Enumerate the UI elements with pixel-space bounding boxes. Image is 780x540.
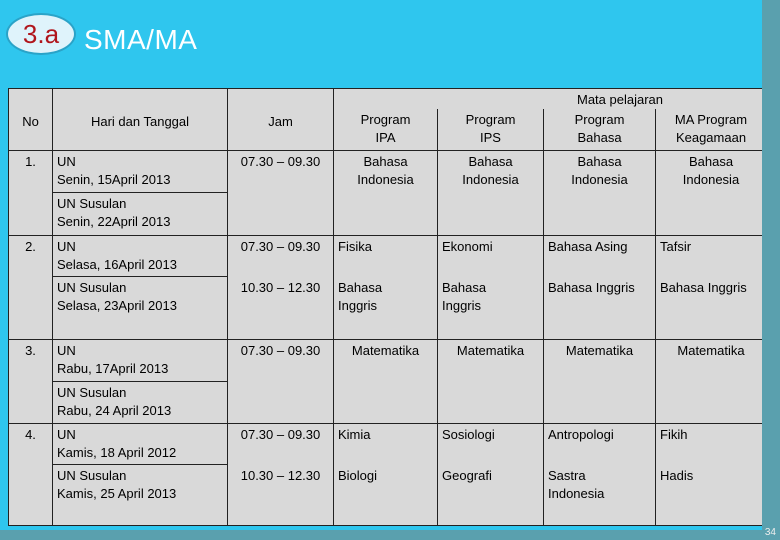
row4-keagamaan-2: Hadis: [656, 465, 767, 526]
row1-bahasa-l1: Bahasa: [577, 153, 622, 169]
row2-day-makeup-label: UN Susulan: [57, 280, 127, 296]
header-program-ipa: [334, 109, 438, 150]
page-number: 34: [764, 527, 776, 538]
row2-ips-2: [438, 277, 544, 340]
row1-subject-keagamaan: [656, 150, 767, 235]
program-ips-line2: IPS: [480, 130, 501, 146]
row1-day-makeup-date: Senin, 22April 2013: [57, 214, 171, 230]
program-bahasa-line2: Bahasa: [577, 130, 622, 146]
row3-subject-ips: Matematika: [438, 339, 544, 423]
row2-ipa-1: Fisika: [334, 235, 438, 276]
row2-ips-2-l1: Bahasa: [442, 279, 487, 295]
row1-no: 1.: [9, 150, 53, 235]
row1-ips-l1: Bahasa: [468, 153, 513, 169]
row3-no: 3.: [9, 339, 53, 423]
row2-ipa-2-l2: Inggris: [338, 297, 378, 313]
program-ips-line1: Program: [465, 112, 516, 128]
header-time: Jam: [228, 89, 334, 151]
row4-day-main-date: Kamis, 18 April 2012: [57, 444, 177, 460]
row1-bahasa-l2: Indonesia: [571, 171, 628, 187]
header-program-ips: [438, 109, 544, 150]
row4-bahasa-2-l1: Sastra: [548, 467, 586, 483]
row1-ipa-l2: Indonesia: [357, 171, 414, 187]
header-day: Hari dan Tanggal: [53, 89, 228, 151]
row4-day-main: [53, 423, 228, 464]
row2-ips-2-l2: Inggris: [442, 297, 482, 313]
exam-schedule-table: [8, 88, 767, 526]
row1-subject-bahasa: [544, 150, 656, 235]
row4-keagamaan-1: Fikih: [656, 423, 767, 464]
row4-day-makeup-label: UN Susulan: [57, 468, 127, 484]
row3-subject-ipa: Matematika: [334, 339, 438, 423]
row2-keagamaan-1: Tafsir: [656, 235, 767, 276]
slide-frame-bottom: [0, 530, 780, 540]
row1-subject-ips: [438, 150, 544, 235]
row2-day-main-label: UN: [57, 238, 76, 254]
row3-time: 07.30 – 09.30: [228, 339, 334, 423]
row1-keagamaan-l2: Indonesia: [682, 171, 740, 187]
row4-ips-2: Geografi: [438, 465, 544, 526]
row1-day-main-label: UN: [57, 153, 76, 169]
row1-subject-ipa: [334, 150, 438, 235]
row4-bahasa-1: Antropologi: [544, 423, 656, 464]
row4-day-main-label: UN: [57, 426, 76, 442]
row1-keagamaan-l1: Bahasa: [688, 153, 734, 169]
row2-day-makeup-date: Selasa, 23April 2013: [57, 298, 177, 314]
row3-day-makeup-label: UN Susulan: [57, 385, 127, 401]
row4-no: 4.: [9, 423, 53, 525]
row2-ipa-2-l1: Bahasa: [338, 279, 383, 295]
row2-keagamaan-2: Bahasa Inggris: [656, 277, 767, 340]
row3-subject-bahasa: Matematika: [544, 339, 656, 423]
row2-day-main-date: Selasa, 16April 2013: [57, 256, 177, 272]
section-badge: 3.a: [6, 13, 76, 55]
header-program-keagamaan: [656, 109, 767, 150]
row4-day-makeup: [53, 465, 228, 526]
header-subject-group: Mata pelajaran: [334, 89, 767, 110]
row3-day-main-date: Rabu, 17April 2013: [57, 360, 169, 376]
row2-bahasa-1: Bahasa Asing: [544, 235, 656, 276]
slide-title: SMA/MA: [84, 24, 198, 55]
row1-day-main-date: Senin, 15April 2013: [57, 171, 171, 187]
row1-ips-l2: Indonesia: [462, 171, 519, 187]
row4-bahasa-2-l2: Indonesia: [548, 485, 605, 501]
program-keagamaan-line2: Keagamaan: [675, 130, 747, 146]
row2-day-makeup: [53, 277, 228, 340]
row3-day-makeup: [53, 382, 228, 423]
row1-day-main: [53, 150, 228, 192]
header-no: No: [9, 89, 53, 151]
row4-time1: 07.30 – 09.30: [228, 423, 334, 464]
row2-ips-1: Ekonomi: [438, 235, 544, 276]
program-keagamaan-line1: MA Program: [674, 112, 748, 128]
row1-time: 07.30 – 09.30: [228, 150, 334, 235]
program-bahasa-line1: Program: [574, 112, 625, 128]
row3-subject-keagamaan: Matematika: [656, 339, 767, 423]
row1-ipa-l1: Bahasa: [363, 153, 408, 169]
row3-day-main-label: UN: [57, 342, 76, 358]
header-program-bahasa: [544, 109, 656, 150]
slide-frame-right: [762, 0, 780, 540]
row1-day-makeup: [53, 193, 228, 235]
row2-ipa-2: [334, 277, 438, 340]
row2-time2: 10.30 – 12.30: [228, 277, 334, 340]
row1-day-makeup-label: UN Susulan: [57, 196, 127, 212]
row3-day-main: [53, 339, 228, 381]
row2-bahasa-2: Bahasa Inggris: [544, 277, 656, 340]
program-ipa-line2: IPA: [375, 130, 396, 146]
row3-day-makeup-date: Rabu, 24 April 2013: [57, 403, 172, 419]
row4-ipa-1: Kimia: [334, 423, 438, 464]
row4-day-makeup-date: Kamis, 25 April 2013: [57, 486, 177, 502]
row2-day-main: [53, 235, 228, 276]
row4-ipa-2: Biologi: [334, 465, 438, 526]
row2-no: 2.: [9, 235, 53, 339]
row2-time1: 07.30 – 09.30: [228, 235, 334, 276]
program-ipa-line1: Program: [360, 112, 411, 128]
row4-ips-1: Sosiologi: [438, 423, 544, 464]
row4-time2: 10.30 – 12.30: [228, 465, 334, 526]
row4-bahasa-2: [544, 465, 656, 526]
